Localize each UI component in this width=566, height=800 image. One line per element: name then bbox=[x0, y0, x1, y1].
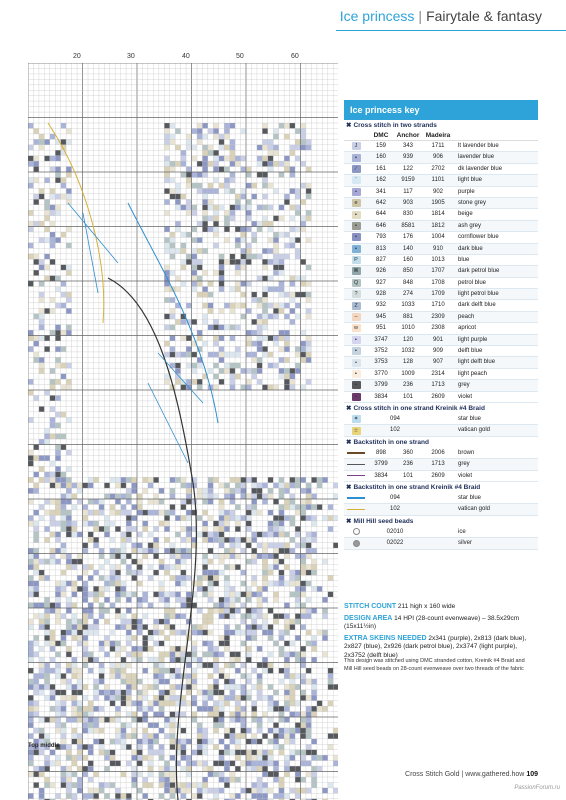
page-number: 109 bbox=[526, 771, 538, 778]
key-symbol-cell bbox=[344, 323, 368, 333]
empty-cell bbox=[422, 538, 454, 548]
key-section-title bbox=[344, 437, 538, 448]
thread-anchor: 850 bbox=[402, 268, 413, 275]
thread-colour-name: dark delft blue bbox=[458, 302, 496, 309]
thread-dmc: 3753 bbox=[374, 359, 388, 366]
thread-anchor: 1009 bbox=[401, 370, 415, 377]
footer-site: www.gathered.how bbox=[465, 771, 525, 778]
column-header: DMC bbox=[373, 132, 389, 139]
key-row bbox=[344, 266, 538, 277]
thread-madeira: 1708 bbox=[431, 279, 445, 286]
key-row bbox=[344, 323, 538, 334]
stitch-symbol: ʻ bbox=[352, 176, 361, 184]
key-row bbox=[344, 346, 538, 357]
page-footer: Cross Stitch Gold | www.gathered.how 109 bbox=[405, 771, 538, 778]
key-row bbox=[344, 392, 538, 403]
stitch-symbol: ▪ bbox=[352, 154, 361, 162]
thread-colour-name: dark petrol blue bbox=[458, 268, 500, 275]
key-row bbox=[344, 187, 538, 198]
chart-grid bbox=[28, 63, 338, 800]
thread-colour-name: beige bbox=[458, 211, 473, 218]
stitch-symbol: P bbox=[352, 256, 361, 264]
header-title: Ice princess bbox=[339, 8, 415, 24]
thread-colour-name: light petrol blue bbox=[458, 291, 499, 298]
column-number: 40 bbox=[182, 53, 190, 60]
stitch-symbol: • bbox=[352, 188, 361, 196]
thread-colour-name: grey bbox=[458, 461, 470, 468]
thread-colour-name: star blue bbox=[458, 415, 482, 422]
key-symbol-cell bbox=[344, 221, 368, 231]
key-section-title bbox=[344, 120, 538, 131]
thread-anchor: 122 bbox=[402, 165, 413, 172]
section-marker-icon: ✖ bbox=[346, 438, 352, 446]
header-rule bbox=[336, 30, 566, 31]
thread-anchor: 1010 bbox=[401, 325, 415, 332]
key-row bbox=[344, 312, 538, 323]
thread-dmc: 813 bbox=[375, 245, 386, 252]
thread-madeira: 901 bbox=[432, 336, 443, 343]
thread-madeira: 902 bbox=[432, 188, 443, 195]
thread-anchor: 176 bbox=[402, 234, 413, 241]
thread-dmc: 926 bbox=[375, 268, 386, 275]
thread-colour-name: delft blue bbox=[458, 348, 483, 355]
thread-colour-name: petrol blue bbox=[458, 279, 487, 286]
thread-colour-name: light blue bbox=[458, 177, 483, 184]
key-title: Ice princess key bbox=[344, 100, 538, 120]
stitch-symbol: ∕ bbox=[352, 165, 361, 173]
section-title-text: Backstitch in one strand bbox=[353, 438, 429, 446]
thread-colour-name: brown bbox=[458, 449, 475, 456]
thread-dmc: 162 bbox=[375, 177, 386, 184]
thread-madeira: 1814 bbox=[431, 211, 445, 218]
key-row bbox=[344, 504, 538, 515]
backstitch-swatch bbox=[347, 509, 365, 511]
column-number: 50 bbox=[236, 53, 244, 60]
key-row bbox=[344, 255, 538, 266]
thread-dmc: 646 bbox=[375, 222, 386, 229]
stitch-symbol: ▪ bbox=[352, 381, 361, 389]
empty-cell bbox=[422, 425, 454, 435]
thread-madeira: 2308 bbox=[431, 325, 445, 332]
key-symbol-cell bbox=[344, 527, 368, 537]
thread-dmc: 3752 bbox=[374, 348, 388, 355]
stitch-symbol: w bbox=[352, 324, 361, 332]
empty-cell bbox=[422, 504, 454, 514]
thread-colour-name: blue bbox=[458, 256, 470, 263]
stitch-symbol: ▪ bbox=[352, 245, 361, 253]
key-row bbox=[344, 198, 538, 209]
section-marker-icon: ✖ bbox=[346, 517, 352, 525]
thread-colour-name: stone grey bbox=[458, 199, 487, 206]
thread-dmc: 951 bbox=[375, 325, 386, 332]
thread-anchor: 939 bbox=[402, 154, 413, 161]
key-symbol-cell bbox=[344, 232, 368, 242]
stitch-symbol: ▪ bbox=[352, 347, 361, 355]
key-row bbox=[344, 369, 538, 380]
header-separator: | bbox=[418, 8, 423, 24]
key-symbol-cell bbox=[344, 392, 368, 402]
stitch-symbol: • bbox=[352, 359, 361, 367]
key-symbol-cell bbox=[344, 278, 368, 288]
thread-anchor: 128 bbox=[402, 359, 413, 366]
thread-madeira: 1713 bbox=[431, 382, 445, 389]
thread-code: 094 bbox=[389, 494, 400, 501]
thread-dmc: 3770 bbox=[374, 370, 388, 377]
chart-caption: Top middle bbox=[28, 743, 60, 749]
thread-madeira: 2702 bbox=[431, 165, 445, 172]
stitch-symbol: ▪ bbox=[352, 336, 361, 344]
thread-code: 02010 bbox=[386, 528, 404, 535]
thread-anchor: 101 bbox=[402, 393, 413, 400]
thread-madeira: 2006 bbox=[431, 449, 445, 456]
thread-dmc: 898 bbox=[375, 449, 386, 456]
key-body bbox=[344, 120, 538, 550]
stitch-symbol: ✶ bbox=[352, 415, 361, 423]
key-row bbox=[344, 141, 538, 152]
stitch-symbol: ▪ bbox=[352, 211, 361, 219]
watermark: PassionForum.ru bbox=[514, 785, 560, 791]
stitch-symbol: ☆ bbox=[352, 427, 361, 435]
thread-colour-name: star blue bbox=[458, 494, 482, 501]
key-row bbox=[344, 425, 538, 436]
thread-dmc: 3834 bbox=[374, 472, 388, 479]
design-area bbox=[344, 615, 540, 632]
thread-colour-name: peach bbox=[458, 313, 475, 320]
thread-madeira: 910 bbox=[432, 245, 443, 252]
stitch-symbol: ▪ bbox=[352, 233, 361, 241]
section-marker-icon: ✖ bbox=[346, 404, 352, 412]
key-symbol-cell bbox=[344, 504, 368, 514]
stitch-symbol: ▪ bbox=[352, 393, 361, 401]
key-symbol-cell bbox=[344, 255, 368, 265]
key-row bbox=[344, 414, 538, 425]
thread-madeira: 907 bbox=[432, 359, 443, 366]
header-section: Fairytale & fantasy bbox=[426, 8, 542, 24]
key-row bbox=[344, 357, 538, 368]
thread-colour-name: silver bbox=[458, 540, 473, 547]
empty-cell bbox=[422, 527, 454, 537]
thread-anchor: 830 bbox=[402, 211, 413, 218]
thread-madeira: 1812 bbox=[431, 222, 445, 229]
thread-anchor: 101 bbox=[402, 472, 413, 479]
key-symbol-cell bbox=[344, 300, 368, 310]
key-symbol-cell bbox=[344, 244, 368, 254]
thread-dmc: 642 bbox=[375, 199, 386, 206]
thread-anchor: 8581 bbox=[401, 222, 415, 229]
key-row bbox=[344, 538, 538, 549]
cross-stitch-chart bbox=[28, 63, 338, 800]
stitch-symbol: ? bbox=[352, 290, 361, 298]
stitch-count-value: 211 high x 160 wide bbox=[397, 603, 456, 610]
bead-icon bbox=[353, 528, 360, 535]
thread-code: 02022 bbox=[386, 540, 404, 547]
thread-dmc: 3747 bbox=[374, 336, 388, 343]
thread-code: 102 bbox=[389, 427, 400, 434]
thread-madeira: 1711 bbox=[431, 143, 445, 149]
thread-colour-name: lavender blue bbox=[458, 154, 495, 161]
thread-anchor: 343 bbox=[402, 143, 413, 149]
thread-colour-name: cornflower blue bbox=[458, 234, 499, 241]
key-row bbox=[344, 380, 538, 391]
stitch-symbol: ▪ bbox=[352, 222, 361, 230]
key-row bbox=[344, 152, 538, 163]
key-section-title bbox=[344, 403, 538, 414]
key-symbol-cell bbox=[344, 414, 368, 424]
thread-dmc: 341 bbox=[375, 188, 386, 195]
section-title-text: Mill Hill seed beads bbox=[353, 517, 414, 525]
thread-madeira: 909 bbox=[432, 348, 443, 355]
thread-dmc: 928 bbox=[375, 291, 386, 298]
key-rows bbox=[344, 493, 538, 516]
thread-anchor: 848 bbox=[402, 279, 413, 286]
thread-madeira: 1004 bbox=[431, 234, 445, 241]
thread-colour-name: purple bbox=[458, 188, 475, 195]
key-symbol-cell bbox=[344, 425, 368, 435]
thread-anchor: 236 bbox=[402, 461, 413, 468]
thread-colour-name: dk lavender blue bbox=[458, 165, 503, 172]
stitch-symbol: Z bbox=[352, 302, 361, 310]
thread-anchor: 236 bbox=[402, 382, 413, 389]
key-rows bbox=[344, 527, 538, 550]
stitch-symbol: – bbox=[352, 313, 361, 321]
thread-code: 094 bbox=[389, 415, 400, 422]
backstitch-swatch bbox=[347, 497, 365, 499]
section-marker-icon: ✖ bbox=[346, 483, 352, 491]
backstitch-swatch bbox=[347, 464, 365, 466]
stitch-count-label: STITCH COUNT bbox=[344, 603, 397, 610]
stitch-count bbox=[344, 603, 540, 612]
thread-colour-name: ash grey bbox=[458, 222, 482, 229]
thread-madeira: 2314 bbox=[431, 370, 445, 377]
bead-icon bbox=[353, 540, 360, 547]
key-symbol-cell bbox=[344, 164, 368, 174]
thread-madeira: 1013 bbox=[431, 256, 445, 263]
backstitch-swatch bbox=[347, 475, 365, 477]
thread-dmc: 3834 bbox=[374, 393, 388, 400]
thread-anchor: 117 bbox=[403, 188, 413, 195]
thread-madeira: 1713 bbox=[431, 461, 445, 468]
stitch-symbol: e bbox=[352, 199, 361, 207]
key-symbol-cell bbox=[344, 538, 368, 548]
thread-code: 102 bbox=[389, 506, 400, 513]
column-number: 20 bbox=[73, 53, 81, 60]
thread-anchor: 160 bbox=[402, 256, 413, 263]
design-area-value: 14 HPI (28-count evenweave) – 38.5x29cm (15x11½in) bbox=[344, 614, 520, 630]
column-header: Madeira bbox=[425, 132, 451, 139]
extra-skeins-value: 2x341 (purple), 2x813 (dark blue), 2x827 (blue), 2x926 (dark petrol blue), 2x3747 (light purple), 2x3752 (delft blue) bbox=[344, 634, 527, 659]
thread-dmc: 160 bbox=[375, 154, 386, 161]
thread-dmc: 945 bbox=[375, 313, 386, 320]
key-rows bbox=[344, 448, 538, 482]
thread-colour-name: ice bbox=[458, 528, 466, 535]
thread-anchor: 1032 bbox=[401, 348, 415, 355]
key-row bbox=[344, 289, 538, 300]
thread-colour-name: vatican gold bbox=[458, 506, 491, 513]
thread-anchor: 120 bbox=[402, 336, 413, 343]
thread-dmc: 3799 bbox=[374, 461, 388, 468]
key-row bbox=[344, 459, 538, 470]
key-symbol-cell bbox=[344, 312, 368, 322]
key-row bbox=[344, 448, 538, 459]
stats-block bbox=[344, 603, 540, 663]
stitch-symbol: J bbox=[352, 142, 361, 150]
key-column-headers bbox=[344, 131, 538, 141]
thread-key bbox=[344, 100, 538, 550]
key-rows bbox=[344, 141, 538, 403]
thread-anchor: 360 bbox=[402, 449, 413, 456]
key-symbol-cell bbox=[344, 471, 368, 481]
stitch-symbol: ⌘ bbox=[353, 268, 359, 275]
thread-colour-name: apricot bbox=[458, 325, 477, 332]
thread-colour-name: grey bbox=[458, 382, 470, 389]
key-symbol-cell bbox=[344, 175, 368, 185]
section-marker-icon: ✖ bbox=[346, 122, 352, 129]
key-row bbox=[344, 278, 538, 289]
thread-dmc: 927 bbox=[375, 279, 386, 286]
thread-madeira: 1710 bbox=[431, 302, 445, 309]
thread-madeira: 2609 bbox=[431, 472, 445, 479]
key-rows bbox=[344, 414, 538, 437]
thread-madeira: 2609 bbox=[431, 393, 445, 400]
extra-skeins bbox=[344, 635, 540, 661]
key-symbol-cell bbox=[344, 266, 368, 276]
key-row bbox=[344, 300, 538, 311]
stitching-note: This design was stitched using DMC stranded cotton, Kreinik #4 Braid and Mill Hill seed beads on 28-count evenweave over two threads of the fabric bbox=[344, 658, 525, 672]
key-row bbox=[344, 244, 538, 255]
thread-madeira: 1709 bbox=[431, 291, 445, 298]
thread-anchor: 903 bbox=[402, 199, 413, 206]
thread-dmc: 932 bbox=[375, 302, 386, 309]
key-row bbox=[344, 471, 538, 482]
thread-colour-name: light peach bbox=[458, 370, 488, 377]
key-symbol-cell bbox=[344, 448, 368, 458]
key-section-title bbox=[344, 482, 538, 493]
key-row bbox=[344, 493, 538, 504]
key-row bbox=[344, 209, 538, 220]
thread-dmc: 793 bbox=[375, 234, 386, 241]
thread-anchor: 9159 bbox=[401, 177, 415, 184]
key-symbol-cell bbox=[344, 357, 368, 367]
thread-madeira: 1905 bbox=[431, 199, 445, 206]
thread-colour-name: dark blue bbox=[458, 245, 483, 252]
key-symbol-cell bbox=[344, 459, 368, 469]
key-row bbox=[344, 527, 538, 538]
key-symbol-cell bbox=[344, 346, 368, 356]
thread-madeira: 906 bbox=[432, 154, 443, 161]
thread-anchor: 1033 bbox=[401, 302, 415, 309]
thread-anchor: 881 bbox=[402, 313, 413, 320]
key-row bbox=[344, 164, 538, 175]
thread-dmc: 644 bbox=[375, 211, 386, 218]
thread-madeira: 1101 bbox=[431, 177, 445, 184]
key-symbol-cell bbox=[344, 187, 368, 197]
key-symbol-cell bbox=[344, 209, 368, 219]
column-number: 30 bbox=[127, 53, 135, 60]
page-header bbox=[340, 8, 542, 24]
key-section-title bbox=[344, 516, 538, 527]
thread-colour-name: vatican gold bbox=[458, 427, 491, 434]
footer-magazine: Cross Stitch Gold bbox=[405, 771, 460, 778]
backstitch-swatch bbox=[347, 452, 365, 454]
key-symbol-cell bbox=[344, 141, 368, 151]
section-title-text: Backstitch in one strand Kreinik #4 Braid bbox=[353, 483, 481, 491]
key-symbol-cell bbox=[344, 369, 368, 379]
thread-madeira: 1707 bbox=[431, 268, 445, 275]
key-symbol-cell bbox=[344, 380, 368, 390]
key-row bbox=[344, 232, 538, 243]
key-symbol-cell bbox=[344, 152, 368, 162]
thread-anchor: 140 bbox=[402, 245, 413, 252]
thread-dmc: 159 bbox=[375, 143, 386, 149]
thread-colour-name: lt lavender blue bbox=[458, 143, 499, 149]
thread-dmc: 827 bbox=[375, 256, 386, 263]
thread-colour-name: light delft blue bbox=[458, 359, 496, 366]
extra-skeins-label: EXTRA SKEINS NEEDED bbox=[344, 634, 427, 642]
thread-dmc: 3799 bbox=[374, 382, 388, 389]
thread-colour-name: violet bbox=[458, 393, 473, 400]
key-symbol-cell bbox=[344, 335, 368, 345]
column-number: 60 bbox=[291, 53, 299, 60]
key-symbol-cell bbox=[344, 289, 368, 299]
column-header: Anchor bbox=[396, 132, 420, 139]
empty-cell bbox=[422, 493, 454, 503]
stitch-symbol: ▪ bbox=[352, 370, 361, 378]
thread-colour-name: violet bbox=[458, 472, 473, 479]
thread-colour-name: light purple bbox=[458, 336, 488, 343]
key-row bbox=[344, 335, 538, 346]
key-symbol-cell bbox=[344, 198, 368, 208]
stitch-symbol: Q bbox=[352, 279, 361, 287]
design-area-label: DESIGN AREA bbox=[344, 614, 393, 622]
section-title-text: Cross stitch in two strands bbox=[353, 122, 437, 129]
thread-anchor: 274 bbox=[402, 291, 413, 298]
thread-madeira: 2309 bbox=[431, 313, 445, 320]
key-row bbox=[344, 221, 538, 232]
key-symbol-cell bbox=[344, 493, 368, 503]
key-row bbox=[344, 175, 538, 186]
section-title-text: Cross stitch in one strand Kreinik #4 Braid bbox=[353, 404, 485, 412]
empty-cell bbox=[422, 414, 454, 424]
thread-dmc: 161 bbox=[375, 165, 386, 172]
